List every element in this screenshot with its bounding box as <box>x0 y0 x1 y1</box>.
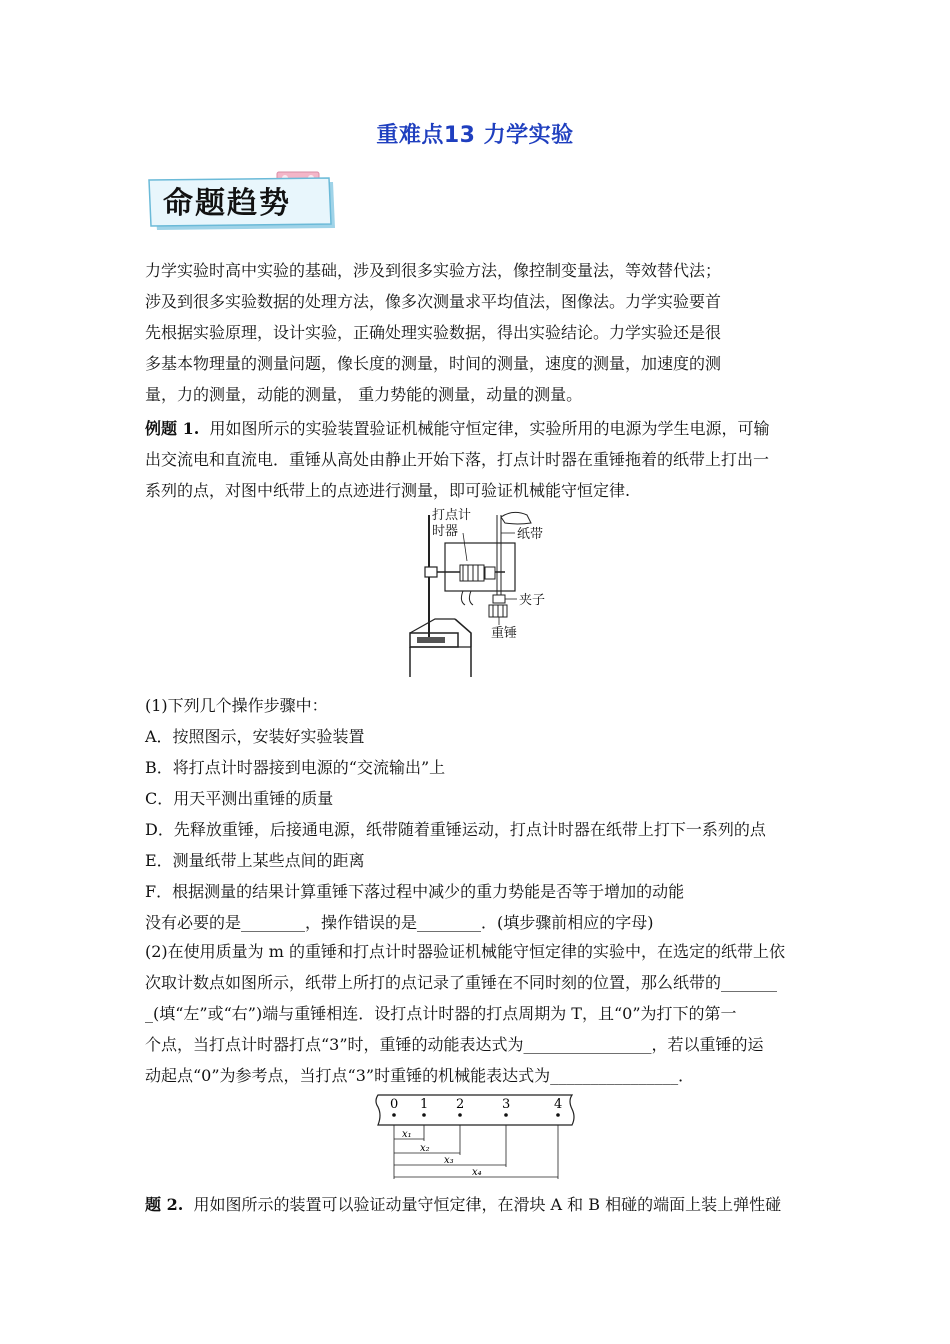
tape-figure <box>372 1093 582 1187</box>
document-title: 重难点13 力学实验 <box>376 123 574 148</box>
q1-option: D．先释放重锤，后接通电源，纸带随着重锤运动，打点计时器在纸带上打下一系列的点 <box>145 820 766 839</box>
q2-line: (2)在使用质量为 m 的重锤和打点计时器验证机械能守恒定律的实验中，在选定的纸带上依 <box>145 942 786 961</box>
point-label: 1 <box>420 1097 429 1112</box>
point-label: 3 <box>502 1097 511 1112</box>
example-2 <box>145 1192 781 1215</box>
q2-line: 个点，当打点计时器打点“3”时，重锤的动能表达式为________________，若以重锤的运 <box>145 1035 764 1054</box>
intro-line: 量，力的测量，动能的测量， 重力势能的测量，动量的测量。 <box>145 385 583 404</box>
topic-banner <box>145 164 345 240</box>
example-1-label: 例题 1. <box>145 419 200 438</box>
q1-option: A．按照图示，安装好实验装置 <box>145 727 365 746</box>
q2-paragraph <box>145 936 807 1091</box>
example-1-line: 系列的点，对图中纸带上的点迹进行测量，即可验证机械能守恒定律. <box>145 481 631 500</box>
distance-label: x₃ <box>444 1155 454 1166</box>
example-1-line: 用如图所示的实验装置验证机械能守恒定律，实验所用的电源为学生电源，可输 <box>209 419 770 438</box>
q1-stem: (1)下列几个操作步骤中： <box>145 696 328 715</box>
timer-label: 时器 <box>432 524 459 539</box>
timer-label: 打点计 <box>432 508 472 523</box>
tape-label: 纸带 <box>517 527 544 542</box>
q2-line: 次取计数点如图所示，纸带上所打的点记录了重锤在不同时刻的位置，那么纸带的_______ <box>145 973 778 992</box>
intro-line: 先根据实验原理，设计实验，正确处理实验数据，得出实验结论。力学实验还是很 <box>145 323 722 342</box>
point-label: 2 <box>456 1097 465 1112</box>
example-2-label: 题 2. <box>145 1195 184 1214</box>
distance-label: x₄ <box>472 1167 482 1178</box>
q1-answer-line: 没有必要的是________，操作错误的是________．(填步骤前相应的字母) <box>145 913 654 932</box>
q1-option: F．根据测量的结果计算重锤下落过程中减少的重力势能是否等于增加的动能 <box>145 882 685 901</box>
distance-label: x₁ <box>402 1129 412 1140</box>
distance-label: x₂ <box>420 1143 430 1154</box>
example-2-text: 用如图所示的装置可以验证动量守恒定律，在滑块 A 和 B 相碰的端面上装上弹性碰 <box>193 1195 782 1214</box>
intro-line: 涉及到很多实验数据的处理方法，像多次测量求平均值法，图像法。力学实验要首 <box>145 292 722 311</box>
intro-line: 多基本物理量的测量问题，像长度的测量，时间的测量，速度的测量，加速度的测 <box>145 354 722 373</box>
q1-option: B．将打点计时器接到电源的“交流输出”上 <box>145 758 446 777</box>
weight-label: 重锤 <box>491 626 518 641</box>
example-1-line: 出交流电和直流电．重锤从高处由静止开始下落，打点计时器在重锤拖着的纸带上打出一 <box>145 450 770 469</box>
clip-label: 夹子 <box>519 593 546 608</box>
intro-paragraph <box>145 255 807 410</box>
point-label: 4 <box>554 1097 563 1112</box>
point-label: 0 <box>390 1097 399 1112</box>
q1-option: C．用天平测出重锤的质量 <box>145 789 334 808</box>
example-1 <box>145 413 807 506</box>
apparatus-figure <box>405 505 575 689</box>
intro-line: 力学实验时高中实验的基础，涉及到很多实验方法，像控制变量法，等效替代法； <box>145 261 722 280</box>
q2-line: 动起点“0”为参考点，当打点“3”时重锤的机械能表达式为________________． <box>145 1066 695 1085</box>
banner-text: 命题趋势 <box>163 186 291 221</box>
q1-option: E．测量纸带上某些点间的距离 <box>145 851 365 870</box>
q2-line: _(填“左”或“右”)端与重锤相连．设打点计时器的打点周期为 T，且“0”为打下的第一 <box>145 1004 737 1023</box>
